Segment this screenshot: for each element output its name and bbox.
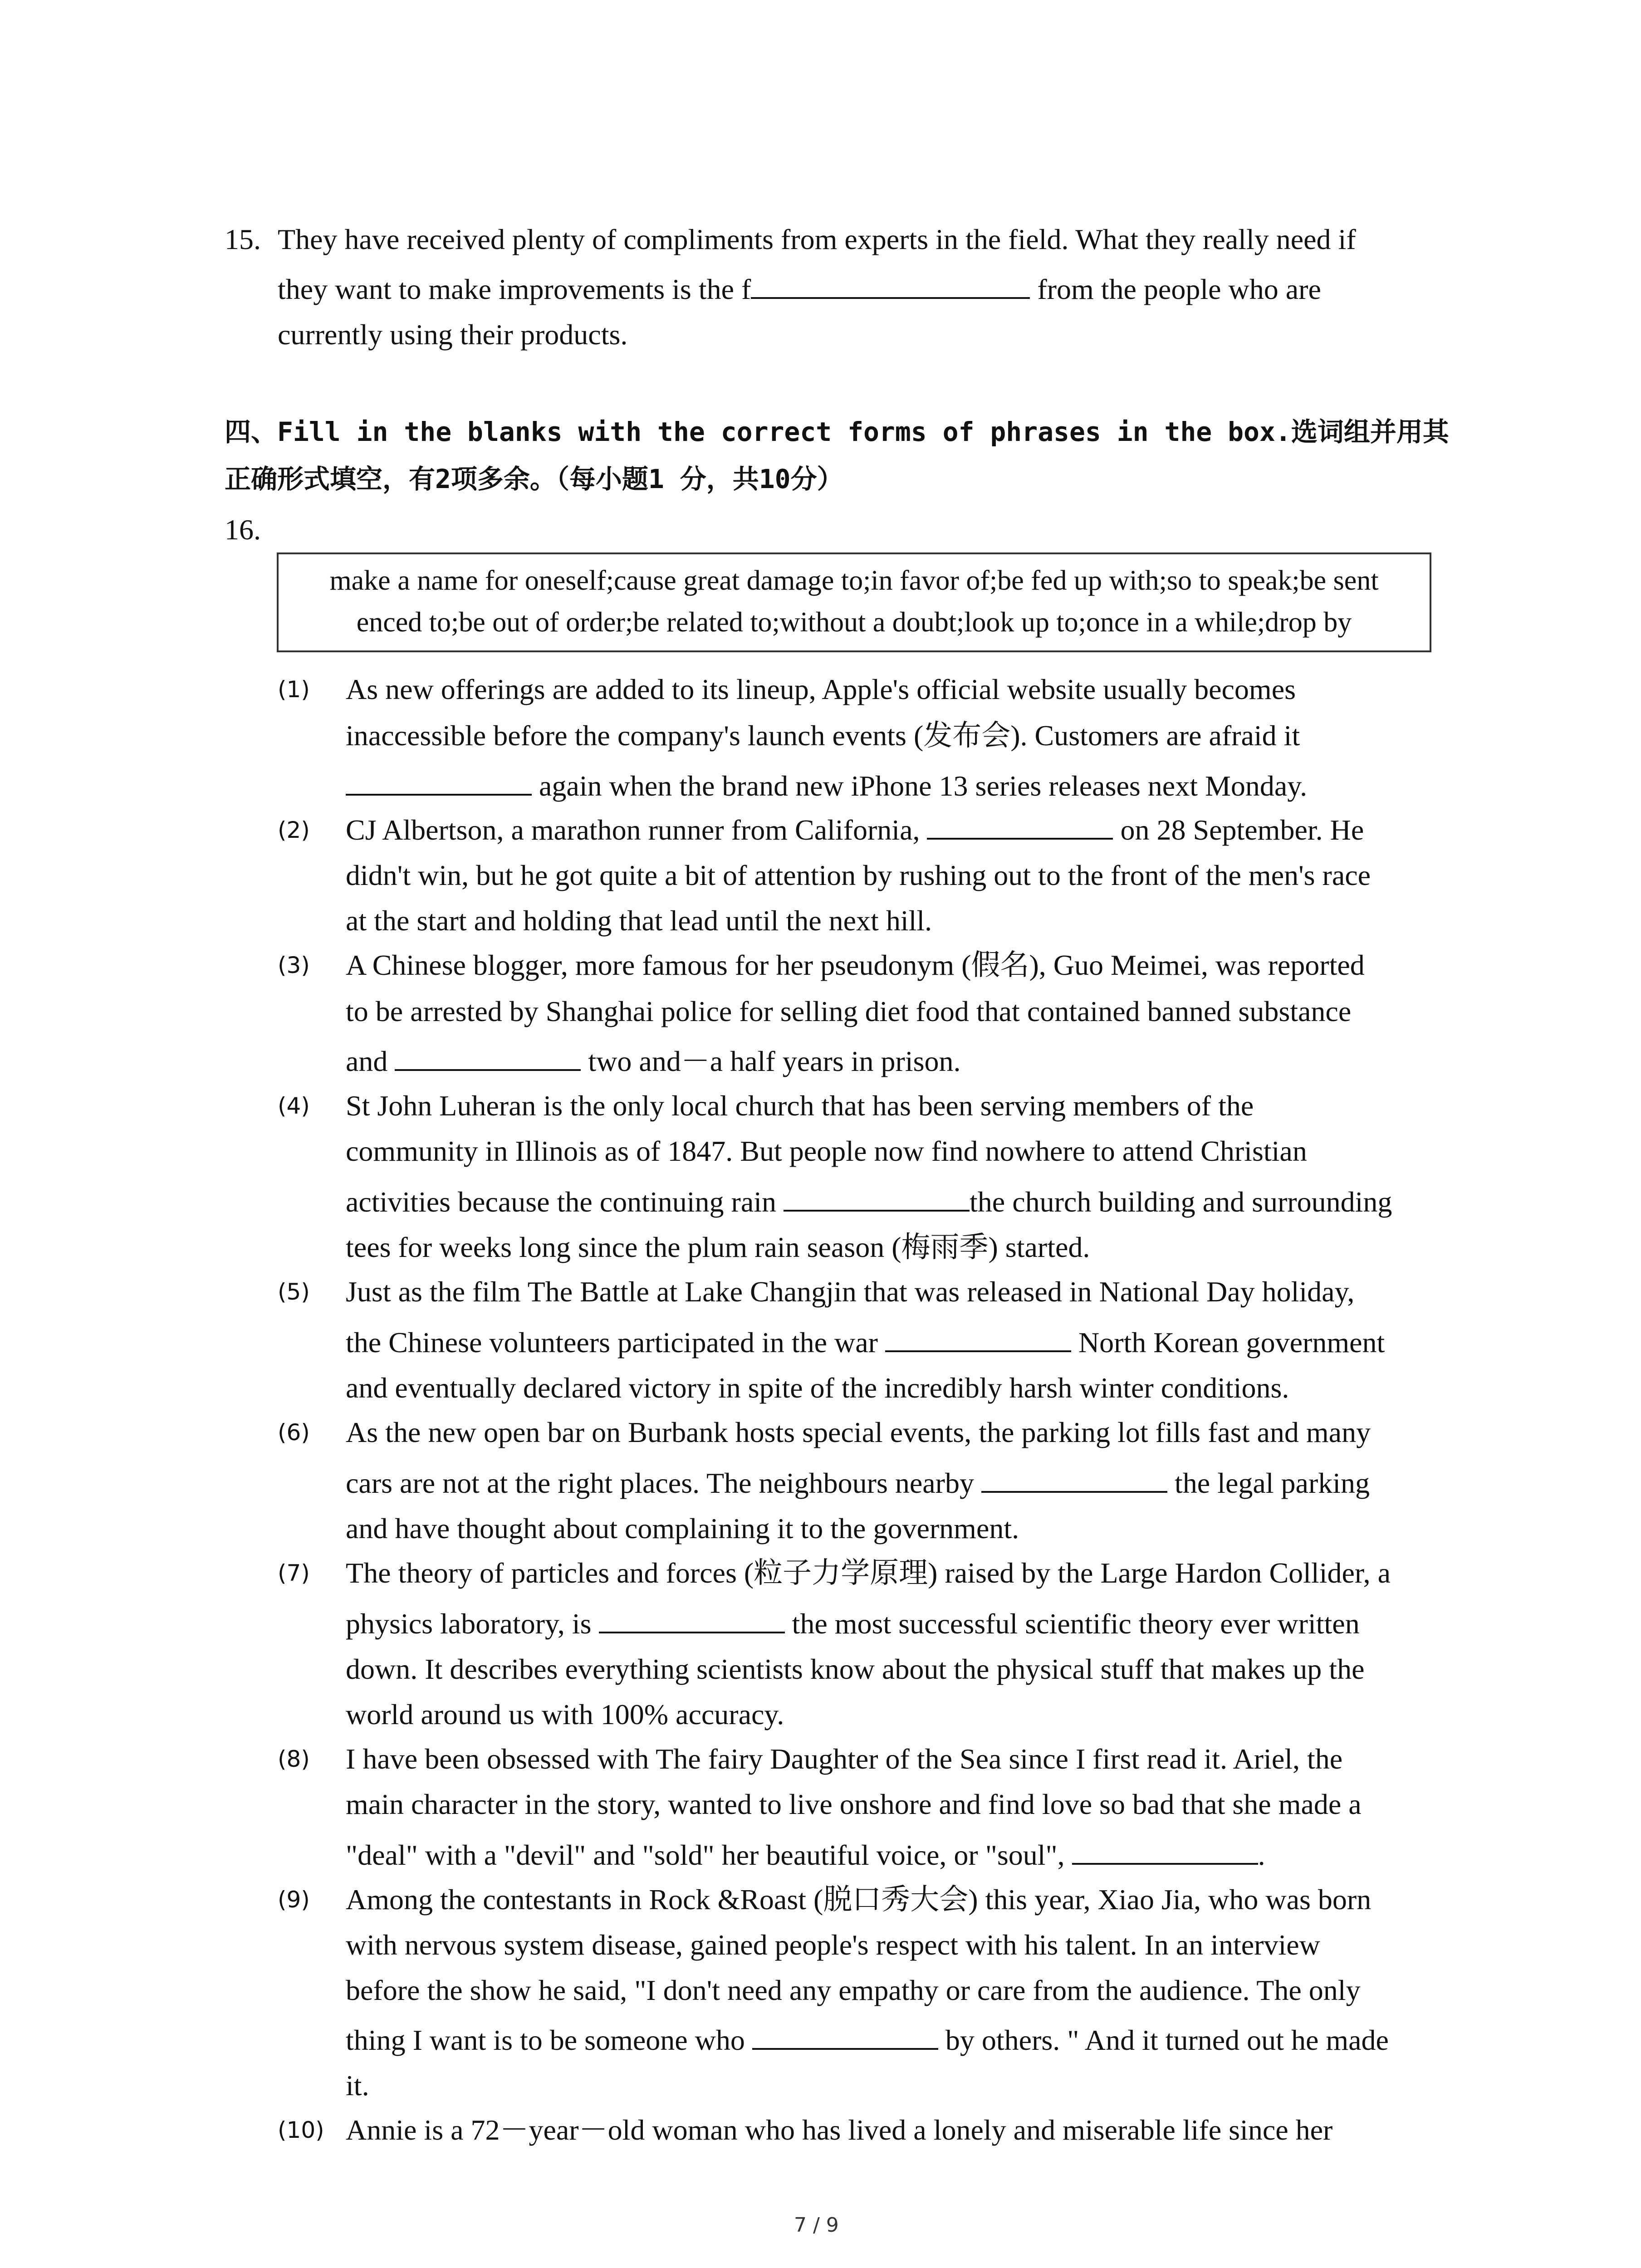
sub-question-line [346, 1833, 1265, 1878]
q15-line-3: currently using their products. [278, 318, 628, 351]
answer-blank[interactable] [885, 1321, 1071, 1352]
sub-question-line: didn't win, but he got quite a bit of attention by rushing out to the front of the men's race [346, 859, 1371, 891]
sub-question-line: A Chinese blogger, more famous for her pseudonym (假名), Guo Meimei, was reported [346, 949, 1365, 981]
line-text: and [346, 1045, 395, 1077]
q15-line-2-text: they want to make improvements is the f [278, 273, 751, 305]
sub-question-line: Annie is a 72－year－old woman who has lived a lonely and miserable life since her [346, 2114, 1333, 2146]
line-text-end: the legal parking [1167, 1467, 1370, 1499]
sub-question-line: Just as the film The Battle at Lake Changjin that was released in National Day holiday, [346, 1276, 1355, 1308]
line-text: thing I want is to be someone who [346, 2024, 752, 2056]
answer-blank[interactable] [346, 765, 532, 796]
line-text-end: on 28 September. He [1113, 814, 1364, 846]
sub-question-number: (6) [278, 1419, 310, 1446]
line-text: "deal" with a "devil" and "sold" her beautiful voice, or "soul", [346, 1839, 1072, 1871]
line-text: activities because the continuing rain [346, 1186, 784, 1218]
sub-question-line: and eventually declared victory in spite of the incredibly harsh winter conditions. [346, 1372, 1289, 1404]
answer-blank[interactable] [751, 268, 1030, 299]
answer-blank[interactable] [1072, 1834, 1258, 1865]
sub-question-number: (7) [278, 1560, 310, 1586]
sub-question-number: (3) [278, 952, 310, 978]
sub-question-line: inaccessible before the company's launch events (发布会). Customers are afraid it [346, 719, 1300, 752]
answer-blank[interactable] [752, 2019, 938, 2050]
sub-question-line [346, 1039, 961, 1084]
sub-question-line: at the start and holding that lead until the next hill. [346, 904, 932, 937]
sub-question-line [346, 763, 1307, 809]
line-text-end: again when the brand new iPhone 13 series releases next Monday. [532, 770, 1308, 802]
sub-question-line: with nervous system disease, gained people's respect with his talent. In an interview [346, 1929, 1320, 1961]
sub-question-line: tees for weeks long since the plum rain season (梅雨季) started. [346, 1231, 1090, 1263]
sub-question-line [346, 1461, 1370, 1506]
sub-question-line: St John Luheran is the only local church that has been serving members of the [346, 1090, 1254, 1122]
sub-question-number: (8) [278, 1746, 310, 1772]
section-heading-line-2: 正确形式填空，有2项多余。（每小题1 分，共10分） [225, 464, 843, 494]
sub-question-line: Among the contestants in Rock &Roast (脱口秀大会) this year, Xiao Jia, who was born [346, 1883, 1372, 1916]
sub-question-number: (2) [278, 817, 310, 843]
sub-question-line: and have thought about complaining it to the government. [346, 1512, 1019, 1545]
sub-question-number: (5) [278, 1279, 310, 1305]
phrase-box-line-1: make a name for oneself;cause great damage to;in favor of;be fed up with;so to speak;be sent [329, 565, 1379, 596]
sub-question-line: it. [346, 2069, 369, 2102]
sub-question-line: As new offerings are added to its lineup, Apple's official website usually becomes [346, 673, 1296, 705]
sub-question-line: As the new open bar on Burbank hosts special events, the parking lot fills fast and many [346, 1416, 1371, 1448]
line-text: the Chinese volunteers participated in the war [346, 1326, 885, 1359]
q15-number: 15. [225, 223, 261, 255]
q15-line-1: They have received plenty of compliments from experts in the field. What they really need if [278, 223, 1356, 255]
answer-blank[interactable] [395, 1040, 581, 1071]
line-text-end: North Korean government [1071, 1326, 1385, 1359]
answer-blank[interactable] [981, 1462, 1167, 1493]
answer-blank[interactable] [599, 1603, 785, 1633]
sub-question-number: (1) [278, 676, 310, 703]
line-text-end: by others. " And it turned out he made [938, 2024, 1389, 2056]
line-text-end: the church building and surrounding [970, 1186, 1392, 1218]
phrase-box [277, 552, 1431, 652]
phrase-box-line-2: enced to;be out of order;be related to;without a doubt;look up to;once in a while;drop by [356, 607, 1352, 638]
sub-question-line: I have been obsessed with The fairy Daughter of the Sea since I first read it. Ariel, the [346, 1743, 1343, 1775]
page-number: 7 / 9 [794, 2214, 839, 2237]
sub-question-number: (9) [278, 1887, 310, 1913]
sub-question-line: main character in the story, wanted to live onshore and find love so bad that she made a [346, 1788, 1362, 1820]
q15-line-2 [278, 267, 1321, 312]
sub-question-line: The theory of particles and forces (粒子力学原理) raised by the Large Hardon Collider, a [346, 1557, 1391, 1589]
line-text-end: two and－a half years in prison. [581, 1045, 961, 1077]
sub-question-line [346, 2018, 1389, 2063]
sub-question-line: down. It describes everything scientists know about the physical stuff that makes up the [346, 1653, 1365, 1685]
sub-question-line: community in Illinois as of 1847. But people now find nowhere to attend Christian [346, 1135, 1307, 1167]
line-text: physics laboratory, is [346, 1608, 599, 1640]
answer-blank[interactable] [927, 809, 1113, 840]
sub-question-line [346, 807, 1364, 853]
q16-number: 16. [225, 513, 261, 546]
line-text: CJ Albertson, a marathon runner from California, [346, 814, 927, 846]
answer-blank[interactable] [784, 1181, 970, 1212]
line-text-end: the most successful scientific theory ever written [784, 1608, 1360, 1640]
sub-question-line [346, 1179, 1392, 1225]
sub-question-line: world around us with 100% accuracy. [346, 1698, 784, 1730]
sub-question-number: (10) [278, 2117, 324, 2143]
line-text: cars are not at the right places. The neighbours nearby [346, 1467, 981, 1499]
sub-question-line: before the show he said, "I don't need any empathy or care from the audience. The only [346, 1974, 1361, 2006]
sub-question-number: (4) [278, 1093, 310, 1119]
sub-question-line: to be arrested by Shanghai police for selling diet food that contained banned substance [346, 995, 1352, 1027]
q15-line-2-text-end: from the people who are [1037, 273, 1321, 305]
section-heading-line-1: 四、Fill in the blanks with the correct forms of phrases in the box.选词组并用其 [225, 416, 1449, 447]
sub-question-line [346, 1601, 1360, 1647]
sub-question-line [346, 1320, 1385, 1365]
line-text-end: . [1258, 1839, 1265, 1871]
